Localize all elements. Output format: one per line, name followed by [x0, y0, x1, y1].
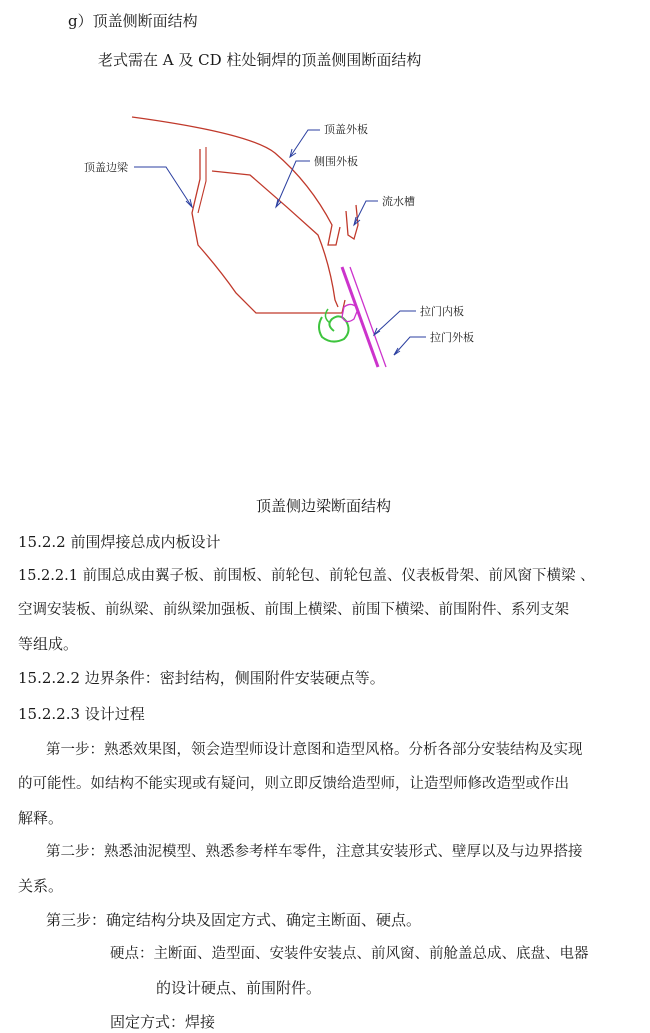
section-15-2-2-1-line3: 等组成。 [18, 635, 79, 653]
roof-side-rail [192, 149, 345, 313]
label-door-outer: 拉门外板 [430, 331, 474, 344]
step1-line2: 的可能性。如结构不能实现或有疑问，则立即反馈给造型师，让造型师修改造型或作出 [18, 776, 569, 792]
fixing-method: 固定方式：焊接 [110, 1013, 216, 1031]
section-15-2-2-3: 15.2.2.3 设计过程 [18, 705, 145, 723]
gutter-channel [346, 205, 358, 239]
section-15-2-2: 15.2.2 前围焊接总成内板设计 [18, 533, 221, 551]
section-heading-g: g）顶盖侧断面结构 [68, 12, 198, 30]
step1-line1: 第一步：熟悉效果图，领会造型师设计意图和造型风格。分析各部分安装结构及实现 [46, 742, 583, 758]
label-roof-rail: 顶盖边梁 [84, 161, 128, 174]
figure-subheading: 老式需在 A 及 CD 柱处铜焊的顶盖侧围断面结构 [98, 51, 422, 69]
cross-section-drawing [60, 95, 590, 485]
label-roof-outer: 顶盖外板 [324, 123, 368, 136]
step3: 第三步：确定结构分块及固定方式、确定主断面、硬点。 [46, 911, 422, 929]
cross-section-figure [60, 95, 590, 485]
step1-line3: 解释。 [18, 809, 64, 827]
label-gutter: 流水槽 [382, 195, 415, 208]
figure-caption: 顶盖侧边梁断面结构 [256, 497, 392, 515]
hardpoints-line2: 的设计硬点、前围附件。 [156, 979, 322, 997]
section-15-2-2-1-line2: 空调安装板、前纵梁、前纵梁加强板、前围上横梁、前围下横梁、前围附件、系列支架 [18, 602, 569, 618]
hardpoints-line1: 硬点：主断面、造型面、安装件安装点、前风窗、前舱盖总成、底盘、电器 [110, 946, 589, 962]
label-side-outer: 侧围外板 [314, 155, 358, 168]
step2-line1: 第二步：熟悉油泥模型、熟悉参考样车零件，注意其安装形式、壁厚以及与边界搭接 [46, 844, 583, 860]
section-15-2-2-1-line1: 15.2.2.1 前围总成由翼子板、前围板、前轮包、前轮包盖、仪表板骨架、前风窗下横梁 、 [18, 568, 595, 584]
sliding-door-inner [342, 267, 378, 367]
section-15-2-2-2: 15.2.2.2 边界条件：密封结构，侧围附件安装硬点等。 [18, 669, 385, 687]
step2-line2: 关系。 [18, 877, 64, 895]
label-door-inner: 拉门内板 [420, 305, 464, 318]
